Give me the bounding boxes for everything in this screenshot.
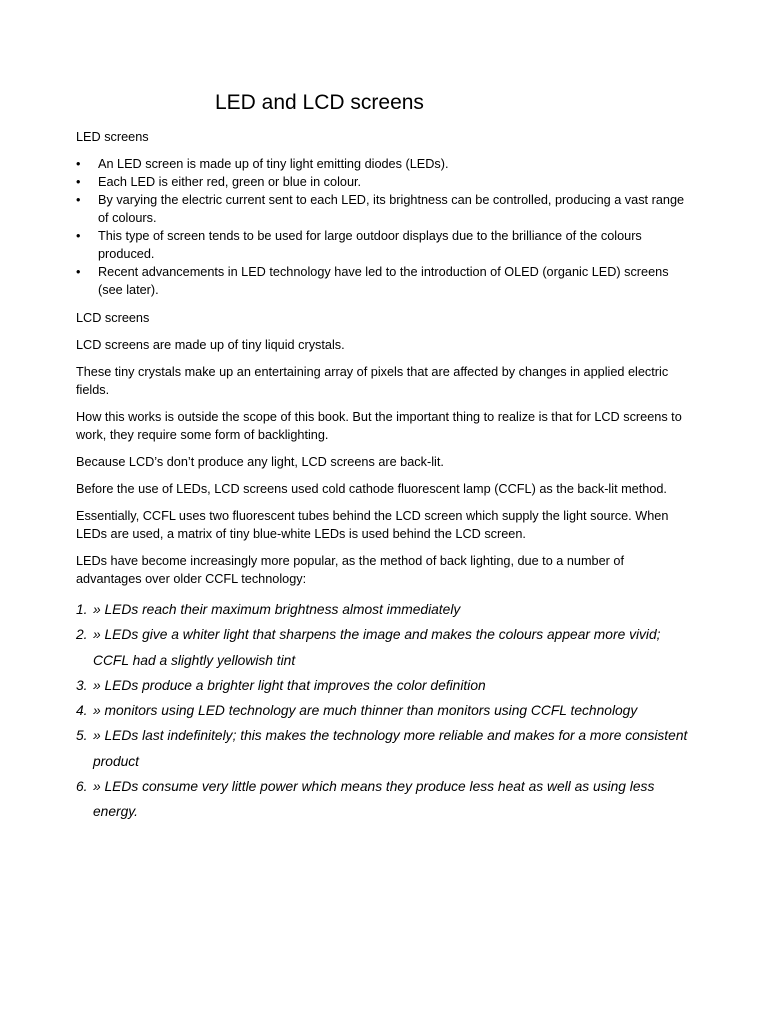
advantage-number: 4.: [76, 703, 88, 719]
document-body: [76, 128, 692, 825]
lcd-paragraph: Essentially, CCFL uses two fluorescent tubes behind the LCD screen which supply the light source. When LEDs are used, a matrix of tiny blue-white LEDs is used behind the LCD screen.: [76, 509, 669, 541]
advantage-number: 1.: [76, 602, 88, 617]
lcd-paragraph: These tiny crystals make up an entertaining array of pixels that are affected by changes in applied electric fields.: [76, 365, 669, 397]
bullet-text: By varying the electric current sent to each LED, its brightness can be controlled, producing a vast range of colours.: [98, 193, 685, 225]
led-bullet-list: [76, 155, 692, 299]
advantage-number: 3.: [76, 677, 88, 693]
lcd-paragraph: LCD screens are made up of tiny liquid crystals.: [76, 338, 345, 352]
bullet-text: An LED screen is made up of tiny light emitting diodes (LEDs).: [98, 157, 449, 171]
advantage-item: [76, 673, 692, 698]
bullet-text: This type of screen tends to be used for large outdoor displays due to the brilliance of the colours produced.: [98, 229, 642, 261]
bullet-text: Recent advancements in LED technology have led to the introduction of OLED (organic LED) screens (see later).: [98, 265, 669, 297]
advantage-item: [76, 597, 692, 622]
advantage-item: [76, 622, 692, 673]
lcd-paragraph: Because LCD’s don’t produce any light, LCD screens are back-lit.: [76, 455, 444, 469]
bullet-item: [76, 263, 692, 299]
advantage-number: 2.: [76, 627, 88, 643]
advantage-text: » LEDs reach their maximum brightness almost immediately: [93, 602, 461, 617]
lcd-paragraph: LEDs have become increasingly more popular, as the method of back lighting, due to a number of advantages over older CCFL technology:: [76, 554, 624, 586]
advantage-text: » LEDs give a whiter light that sharpens the image and makes the colours appear more vivid; CCFL had a slightly yellowish tint: [93, 627, 661, 668]
bullet-icon: •: [76, 157, 81, 171]
advantage-item: [76, 698, 692, 723]
advantage-number: 6.: [76, 779, 88, 795]
bullet-item: [76, 155, 692, 173]
led-heading: LED screens: [76, 130, 149, 144]
advantage-item: [76, 774, 692, 825]
bullet-icon: •: [76, 175, 81, 189]
bullet-icon: •: [76, 193, 81, 207]
lcd-paragraph: Before the use of LEDs, LCD screens used cold cathode fluorescent lamp (CCFL) as the back-lit method.: [76, 482, 667, 496]
bullet-item: [76, 173, 692, 191]
bullet-icon: •: [76, 265, 81, 279]
advantage-text: » monitors using LED technology are much thinner than monitors using CCFL technology: [93, 703, 638, 719]
bullet-item: [76, 191, 692, 227]
advantages-list: [76, 597, 692, 825]
bullet-text: Each LED is either red, green or blue in colour.: [98, 175, 362, 189]
bullet-icon: •: [76, 229, 81, 243]
advantage-item: [76, 723, 692, 774]
lcd-paragraph: How this works is outside the scope of this book. But the important thing to realize is that for LCD screens to work, they require some form of backlighting.: [76, 410, 682, 442]
bullet-item: [76, 227, 692, 263]
advantage-number: 5.: [76, 728, 88, 744]
advantage-text: » LEDs last indefinitely; this makes the technology more reliable and makes for a more consistent product: [93, 728, 688, 769]
lcd-heading: LCD screens: [76, 311, 150, 325]
advantage-text: » LEDs consume very little power which means they produce less heat as well as using less energy.: [93, 779, 655, 820]
advantage-text: » LEDs produce a brighter light that improves the color definition: [93, 677, 486, 693]
page-title: LED and LCD screens: [215, 91, 424, 114]
